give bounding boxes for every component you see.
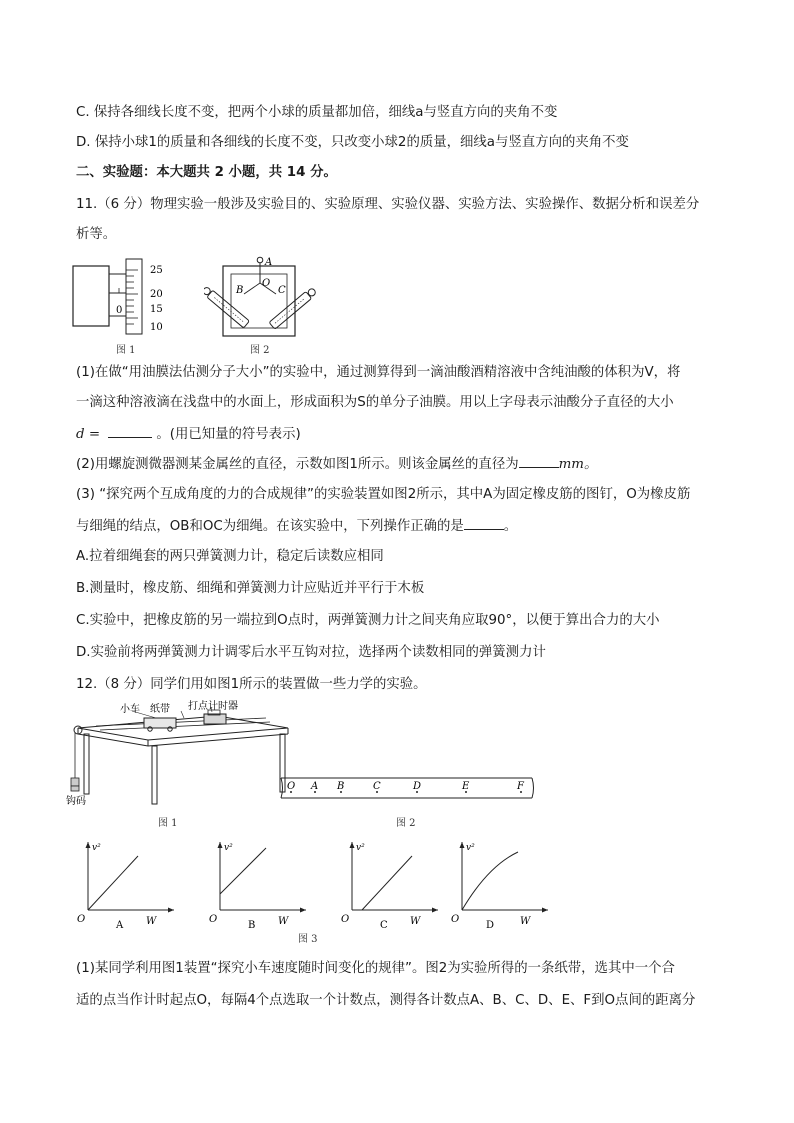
label-timer: 打点计时器 [188, 701, 238, 712]
graph-c-x-label: W [410, 916, 421, 927]
q11-part1-hint: 。(用已知量的符号表示) [156, 427, 301, 442]
graph-b-y-label: v² [224, 843, 233, 853]
q11-option-d: D.实验前将两弹簧测力计调零后水平互钩对拉，选择两个读数相同的弹簧测力计 [76, 645, 546, 660]
q11-part1-line1: (1)在做“用油膜法估测分子大小”的实验中，通过测算得到一滴油酸酒精溶液中含纯油酸的体积为V，将 [76, 365, 681, 380]
board-label-c: C [278, 285, 286, 296]
q11-part3-line1: (3) “探究两个互成角度的力的合成规律”的实验装置如图2所示，其中A为固定橡皮筋的图钉，O为橡皮筋 [76, 487, 691, 502]
q11-intro-line1: 11.（6 分）物理实验一般涉及实验目的、实验原理、实验仪器、实验方法、实验操作、数据分析和误差分 [76, 197, 700, 212]
graph-b-x-label: W [278, 916, 289, 927]
micrometer-tick-10: 10 [150, 322, 163, 333]
graph-c-y-label: v² [356, 843, 365, 853]
q11-part1-line2: 一滴这种溶液滴在浅盘中的水面上，形成面积为S的单分子油膜。用以上字母表示油酸分子直径的大小 [76, 395, 674, 410]
graph-d-label: D [486, 920, 495, 930]
q11-part3-text: 与细绳的结点，OB和OC为细绳。在该实验中，下列操作正确的是 [76, 519, 464, 534]
micrometer-tick-15: 15 [150, 304, 163, 315]
tape-point-f: F [517, 781, 524, 792]
board-label-o: O [262, 278, 271, 289]
q11-option-b: B.测量时，橡皮筋、细绳和弹簧测力计应贴近并平行于木板 [76, 581, 425, 596]
label-tape: 纸带 [150, 704, 170, 715]
q12-part1-line1: (1)某同学利用图1装置“探究小车速度随时间变化的规律”。图2为实验所得的一条纸带，选其中一个合 [76, 961, 675, 976]
q12-intro: 12.（8 分）同学们用如图1所示的装置做一些力学的实验。 [76, 677, 427, 692]
q12-figure-3-graph-a [76, 838, 180, 930]
q11-intro-line2: 析等。 [76, 227, 117, 242]
label-weight: 钩码 [66, 796, 86, 807]
q12-figure-3-caption: 图 3 [298, 934, 318, 945]
q11-figure-2-caption: 图 2 [250, 345, 270, 356]
q11-figure-2-force-board [204, 252, 316, 340]
q12-figure-3-graph-b [208, 838, 312, 930]
section-title: 二、实验题：本大题共 2 小题，共 14 分。 [76, 165, 337, 180]
option-d-prev: D. 保持小球1的质量和各细线的长度不变，只改变小球2的质量，细线a与竖直方向的夹角不变 [76, 135, 629, 150]
board-label-a: A [265, 257, 273, 268]
q11-option-c: C.实验中，把橡皮筋的另一端拉到O点时，两弹簧测力计之间夹角应取90°，以便于算出合力的大小 [76, 613, 660, 628]
board-label-b: B [236, 285, 244, 296]
diameter-symbol: d = [76, 427, 101, 442]
tape-point-a: A [311, 781, 319, 792]
micrometer-tick-25: 25 [150, 265, 163, 276]
q12-figure-3-graph-c [340, 838, 444, 930]
q12-part1-line2: 适的点当作计时起点O，每隔4个点选取一个计数点，测得各计数点A、B、C、D、E、F到O点间的距离分 [76, 993, 696, 1008]
q12-figure-1-caption: 图 1 [158, 818, 178, 829]
q11-part2-text: (2)用螺旋测微器测某金属丝的直径，示数如图1所示。则该金属丝的直径为 [76, 457, 519, 472]
tape-point-b: B [337, 781, 345, 792]
q11-part2-unit: mm。 [558, 457, 598, 472]
graph-d-y-label: v² [466, 843, 475, 853]
q11-answer-blank-2[interactable] [519, 454, 559, 468]
q12-figure-2-tape [280, 774, 536, 802]
micrometer-main-zero: 0 [116, 305, 123, 316]
q11-part3-line2 [76, 516, 517, 536]
q11-part1-line3 [76, 424, 301, 444]
graph-a-y-label: v² [92, 843, 101, 853]
q12-figure-3-graph-d [450, 838, 554, 930]
graph-b-origin: O [209, 914, 218, 925]
graph-a-x-label: W [146, 916, 157, 927]
q11-figure-1-micrometer [72, 258, 182, 336]
graph-d-x-label: W [520, 916, 531, 927]
graph-a-origin: O [77, 914, 86, 925]
q11-part3-end: 。 [503, 519, 518, 534]
q11-part2 [76, 454, 597, 474]
q11-option-a: A.拉着细绳套的两只弹簧测力计，稳定后读数应相同 [76, 549, 384, 564]
graph-c-origin: O [341, 914, 350, 925]
graph-b-label: B [248, 920, 256, 930]
tape-point-e: E [462, 781, 470, 792]
tape-point-d: D [413, 781, 422, 792]
graph-a-label: A [116, 920, 124, 930]
micrometer-tick-20: 20 [150, 289, 163, 300]
q11-answer-blank-3[interactable] [464, 516, 504, 530]
tape-point-o: O [287, 781, 296, 792]
q12-figure-1-apparatus [66, 700, 298, 808]
option-c-prev: C. 保持各细线长度不变，把两个小球的质量都加倍，细线a与竖直方向的夹角不变 [76, 105, 558, 120]
graph-d-origin: O [451, 914, 460, 925]
label-car: 小车 [120, 704, 140, 715]
q11-answer-blank-1[interactable] [108, 424, 152, 438]
tape-point-c: C [373, 781, 381, 792]
q11-figure-1-caption: 图 1 [116, 345, 136, 356]
q12-figure-2-caption: 图 2 [396, 818, 416, 829]
graph-c-label: C [380, 920, 388, 930]
